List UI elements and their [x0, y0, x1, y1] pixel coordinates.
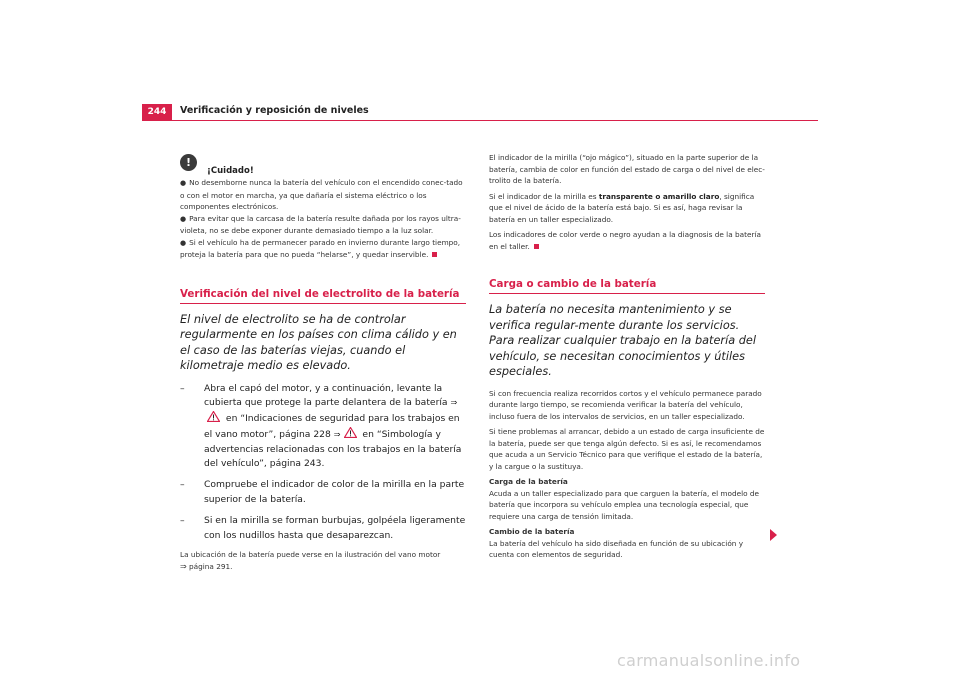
charge-paragraph: Acuda a un taller especializado para que carguen la batería, el modelo de batería que incorpora su vehículo emplea una tecnología especial, que requiere una carga de tensión limitada. — [489, 488, 760, 521]
warning-header — [180, 152, 466, 176]
warning-title: ¡Cuidado! — [207, 166, 254, 176]
step-bubbles: – Si en la mirilla se forman burbujas, golpéela ligeramente con los nudillos hasta que desaparezcan. — [180, 514, 466, 541]
section-lead-charge: La batería no necesita mantenimiento y se verifica regular-mente durante los servicios. Para realizar cualquier trabajo en la batería del vehículo, se necesitan conocimientos y útiles especiales. — [489, 303, 756, 378]
next-page-arrow-icon — [770, 529, 777, 541]
replace-paragraph: La batería del vehículo ha sido diseñada en función de su ubicación y cuenta con elementos de seguridad. — [489, 538, 744, 559]
arrow-icon: ⇒ — [450, 398, 458, 408]
indicator-low-paragraph: Si el indicador de la mirilla es transparente o amarillo claro, significa que el nivel de ácido de la batería está bajo. Si es así, haga revisar la batería en un taller especializado. — [489, 191, 755, 224]
warning-triangle-icon — [344, 427, 357, 438]
section-title-electrolyte: Verificación del nivel de electrolito de la batería — [180, 288, 466, 304]
arrow-icon: ⇒ — [180, 561, 187, 571]
bullet-icon: ● — [180, 214, 187, 223]
indicator-paragraph: El indicador de la mirilla (“ojo mágico”), situado en la parte superior de la batería, cambia de color en función del estado de carga o del nivel de elec-trolito de la batería. — [489, 153, 765, 185]
watermark: carmanualsonline.info — [617, 651, 801, 670]
section-lead-electrolyte: El nivel de electrolito se ha de controlar regularmente en los países con clima cálido y en el caso de las baterías viejas, cuando el kilometraje medio es elevado. — [180, 312, 457, 372]
step-open-hood: – Abra el capó del motor, y a continuación, levante la cubierta que protege la parte delantera de la batería ⇒ en “Indicaciones de seguridad para los trabajos en el vano motor”, página 228 ⇒ en “Simbología y advertencias relacionadas con los trabajos en la batería del vehículo”, página 243. — [180, 382, 462, 470]
starting-problems-paragraph: Si tiene problemas al arrancar, debido a un estado de carga insuficiente de la batería, puede ser que tenga algún defecto. Si es así, le recomendamos que acuda a un Servicio Técnico para que verifique el estado de la batería, y la cargue o la sustituya. — [489, 427, 765, 471]
left-column — [180, 152, 466, 572]
exclamation-icon: ! — [180, 154, 197, 171]
indicator-diagnosis-paragraph: Los indicadores de color verde o negro ayudan a la diagnosis de la batería en el taller. — [489, 230, 761, 251]
warning-list — [180, 177, 466, 261]
right-column — [489, 152, 765, 561]
warning-item: ● Si el vehículo ha de permanecer parado en invierno durante largo tiempo, proteja la batería para que no pueda “helarse”, y quedar inservible. — [180, 237, 461, 259]
step-check-indicator: – Compruebe el indicador de color de la mirilla en la parte superior de la batería. — [180, 479, 465, 506]
warning-item: ● Para evitar que la carcasa de la batería resulte dañada por los rayos ultra-violeta, no se debe exponer durante demasiado tiempo a la luz solar. — [180, 213, 461, 235]
section-title-charge: Carga o cambio de la batería — [489, 278, 765, 294]
arrow-icon: ⇒ — [333, 429, 341, 439]
bullet-icon: ● — [180, 179, 187, 187]
end-mark-icon — [432, 252, 437, 257]
subheading-charge: Carga de la batería — [489, 477, 568, 486]
short-trips-paragraph: Si con frecuencia realiza recorridos cortos y el vehículo permanece parado durante largo tiempo, se recomienda verificar la batería del vehículo, incluso fuera de los intervalos de servicios, en un taller especializado. — [489, 388, 762, 421]
end-mark-icon — [534, 244, 539, 249]
battery-location-note: La ubicación de la batería puede verse en la ilustración del vano motor ⇒ página 291. — [180, 550, 441, 571]
subheading-replace: Cambio de la batería — [489, 527, 575, 536]
warning-triangle-icon — [207, 411, 220, 422]
page-number: 244 — [142, 104, 172, 121]
bullet-icon: ● — [180, 238, 187, 247]
warning-item: ● No desemborne nunca la batería del vehículo con el encendido conec-tado o con el motor en marcha, ya que dañaría el sistema eléctrico o los componentes electrónicos. — [180, 178, 463, 211]
header-rule — [142, 120, 818, 121]
page-header-title: Verificación y reposición de niveles — [180, 105, 369, 116]
